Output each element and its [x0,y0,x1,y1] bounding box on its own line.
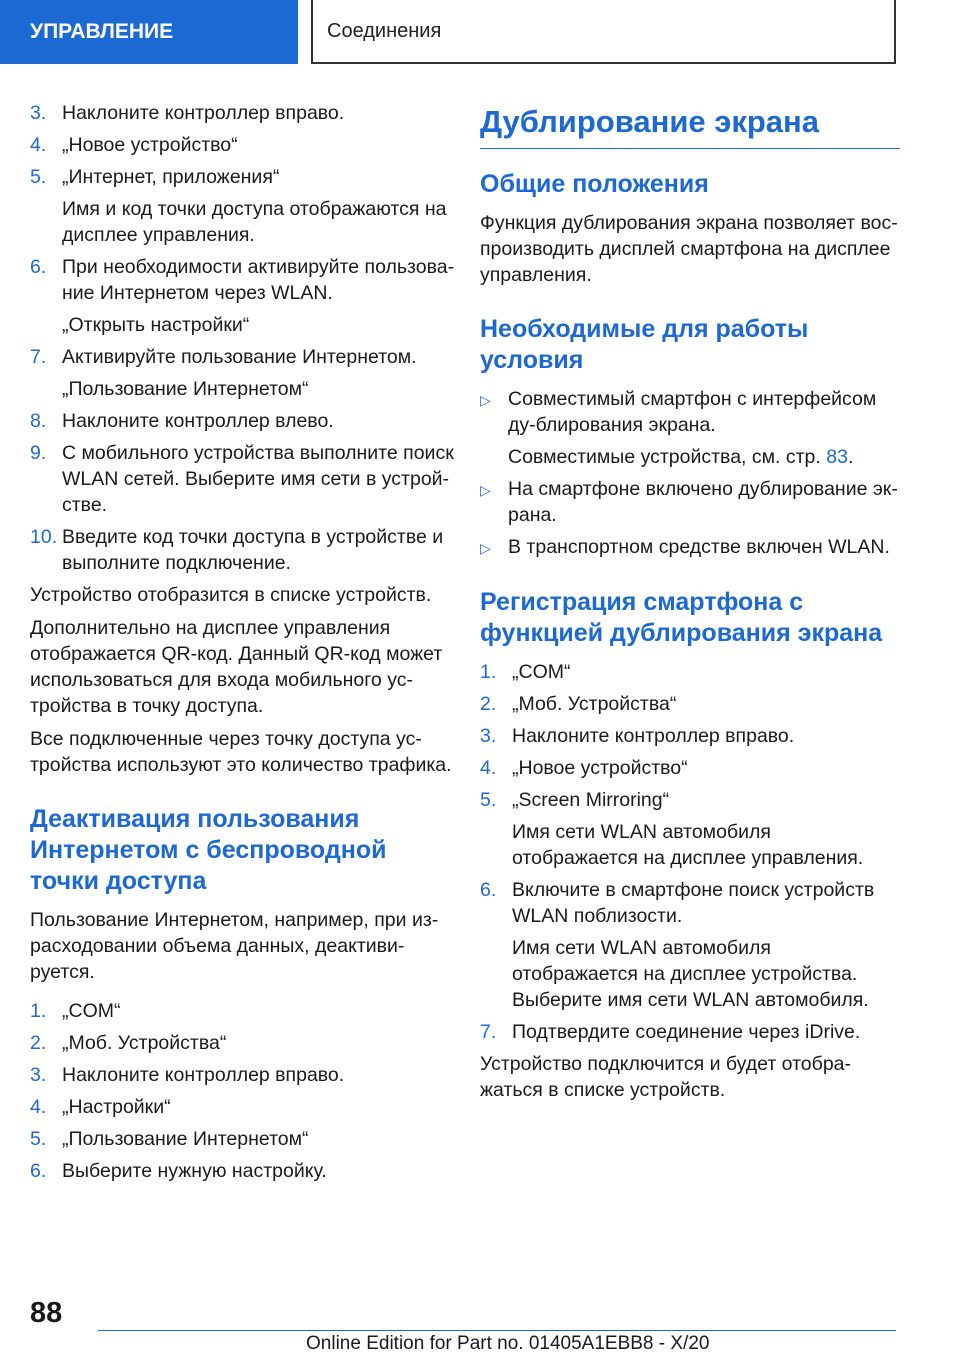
footer-edition-text: Online Edition for Part no. 01405A1EBB8 - X/20 [306,1333,710,1354]
list-item: 9. С мобильного устройства выполните поиск WLAN сетей. Выберите имя сети в устрой-стве. [30,442,454,516]
list-item: 4. „Новое устройство“ [30,134,238,156]
list-item: 10. Введите код точки доступа в устройстве и выполните подключение. [30,526,444,574]
list-item: 7. Подтвердите соединение через iDrive. [480,1021,861,1043]
triangle-bullet-icon: ▷ [480,482,491,498]
paragraph: Все подключенные через точку доступа ус-тройства используют это количество трафика. [30,728,452,776]
list-item: 1. „COM“ [480,661,571,683]
list-item: 5. „Screen Mirroring“ [480,789,670,811]
paragraph: Дополнительно на дисплее управления отображается QR-код. Данный QR-код может использоваться для входа мобильного ус-тройства в точку доступа. [30,617,443,717]
list-item: 3. Наклоните контроллер вправо. [480,725,795,747]
list-item: 3. Наклоните контроллер вправо. [30,1064,345,1086]
list-item: 6. Включите в смартфоне поиск устройств WLAN поблизости. [480,879,875,927]
paragraph: Устройство отобразится в списке устройств. [30,584,432,606]
step-note: Имя сети WLAN автомобиля отображается на дисплее управления. [512,821,864,869]
bullet-item: ▷ На смартфоне включено дублирование эк-рана. [480,478,898,526]
list-item: 4. „Новое устройство“ [480,757,688,779]
section-heading-registration: Регистрация смартфона с функцией дублирования экрана [480,588,883,647]
paragraph: Устройство подключится и будет отобра-жаться в списке устройств. [480,1053,852,1101]
bullet-item: ▷ Совместимый смартфон с интерфейсом ду-блирования экрана. [480,388,877,436]
bullet-note: Совместимые устройства, см. стр. 83. [508,446,854,468]
list-item: 2. „Моб. Устройства“ [30,1032,227,1054]
footer-divider [98,1330,896,1331]
triangle-bullet-icon: ▷ [480,540,491,556]
step-note: „Открыть настройки“ [62,314,250,336]
right-column [480,100,900,1110]
paragraph: Пользование Интернетом, например, при из-расходовании объема данных, деактиви-руется. [30,909,439,983]
paragraph: Функция дублирования экрана позволяет вос-производить дисплей смартфона на дисплее управления. [480,212,898,286]
list-item: 4. „Настройки“ [30,1096,171,1118]
list-item: 5. „Пользование Интернетом“ [30,1128,309,1150]
step-note: Имя и код точки доступа отображаются на дисплее управления. [62,198,447,246]
page-title: Дублирование экрана [480,102,900,149]
left-column [30,100,455,1190]
bullet-item: ▷ В транспортном средстве включен WLAN. [480,534,900,561]
list-item: 6. При необходимости активируйте пользова-ние Интернетом через WLAN. [30,256,455,304]
list-item: 1. „COM“ [30,1000,121,1022]
section-heading-general: Общие положения [480,170,709,198]
list-item: 8. Наклоните контроллер влево. [30,410,334,432]
list-item: 3. Наклоните контроллер вправо. [30,102,345,124]
list-item: 2. „Моб. Устройства“ [480,693,677,715]
list-item: 5. „Интернет, приложения“ [30,166,280,188]
page-number: 88 [30,1297,63,1329]
list-item: 6. Выберите нужную настройку. [30,1160,327,1182]
triangle-bullet-icon: ▷ [480,392,491,408]
section-heading-deactivation: Деактивация пользования Интернетом с беспроводной точки доступа [30,805,387,895]
header-section-title: Соединения [311,0,896,64]
step-note: Имя сети WLAN автомобиля отображается на дисплее устройства. Выберите имя сети WLAN автомобиля. [512,937,869,1011]
page-reference-link[interactable]: 83 [826,446,848,468]
list-item: 7. Активируйте пользование Интернетом. [30,346,417,368]
step-note: „Пользование Интернетом“ [62,378,309,400]
section-heading-requirements: Необходимые для работы условия [480,315,809,374]
header-chapter-tab: УПРАВЛЕНИЕ [0,0,298,64]
